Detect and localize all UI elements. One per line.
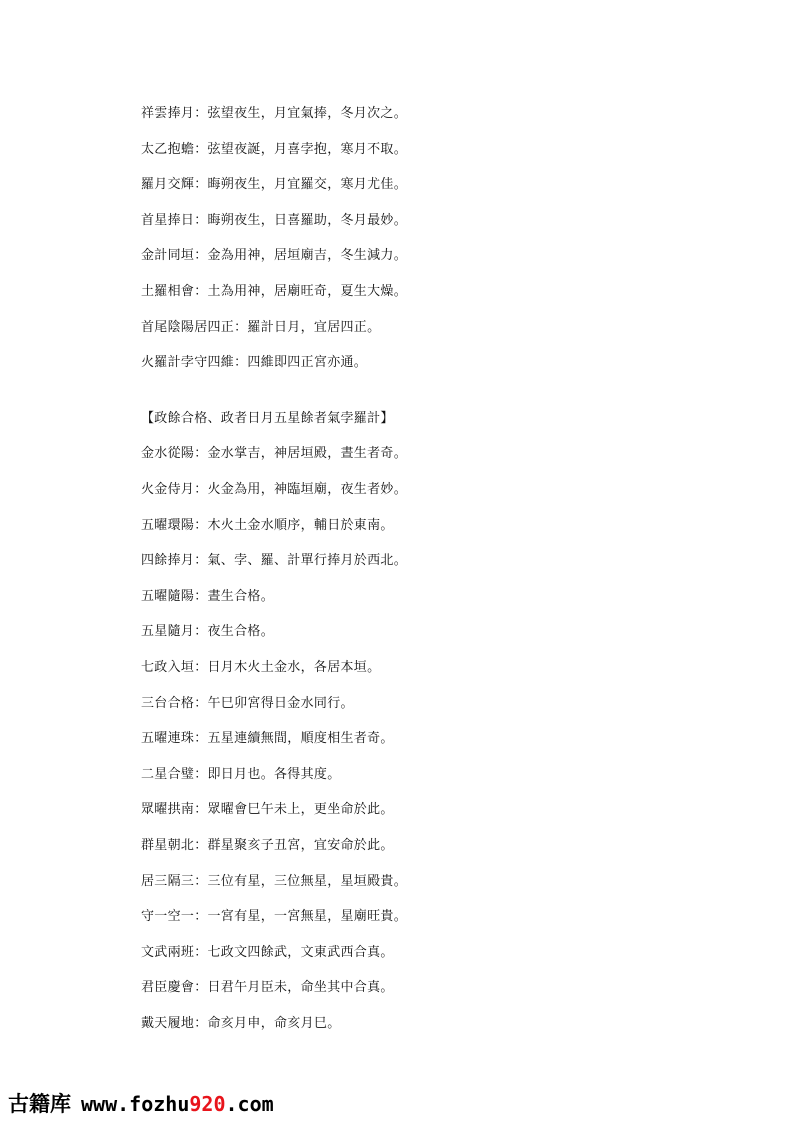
text-line: 守一空一：一宮有星，一宮無星，星廟旺貴。 (141, 909, 408, 924)
text-line: 祥雲捧月：弦望夜生，月宜氣捧，冬月次之。 (141, 106, 408, 121)
text-line: 七政入垣：日月木火土金水，各居本垣。 (141, 660, 381, 675)
footer-watermark (8, 1088, 274, 1118)
text-line: 眾曜拱南：眾曜會巳午未上，更坐命於此。 (141, 802, 394, 817)
text-line: 首尾陰陽居四正：羅計日月，宜居四正。 (141, 320, 381, 335)
text-line: 君臣慶會：日君午月臣未，命坐其中合真。 (141, 980, 394, 995)
text-line: 三台合格：午巳卯宮得日金水同行。 (141, 696, 354, 711)
text-line: 太乙抱蟾：弦望夜誕，月喜孛抱，寒月不取。 (141, 142, 408, 157)
text-line: 【政餘合格、政者日月五星餘者氣孛羅計】 (141, 411, 394, 426)
footer-url-prefix: www.fozhu (81, 1092, 190, 1116)
footer-url[interactable] (81, 1092, 274, 1116)
text-line: 文武兩班：七政文四餘武，文東武西合真。 (141, 945, 394, 960)
text-line: 群星朝北：群星聚亥子丑宮，宜安命於此。 (141, 838, 394, 853)
text-line: 金計同垣：金為用神，居垣廟吉，冬生減力。 (141, 248, 408, 263)
text-line: 五星隨月：夜生合格。 (141, 624, 275, 639)
footer-url-suffix: .com (225, 1092, 274, 1116)
text-line: 戴天履地：命亥月申，命亥月巳。 (141, 1016, 341, 1031)
text-line: 火金侍月：火金為用，神臨垣廟，夜生者妙。 (141, 482, 408, 497)
text-line: 五曜隨陽：晝生合格。 (141, 589, 275, 604)
text-line: 羅月交輝：晦朔夜生，月宜羅交，寒月尤佳。 (141, 177, 408, 192)
text-line: 首星捧日：晦朔夜生，日喜羅助，冬月最妙。 (141, 213, 408, 228)
text-line: 五曜連珠：五星連續無間，順度相生者奇。 (141, 731, 394, 746)
footer-url-highlight: 920 (189, 1092, 226, 1116)
text-line: 金水從陽：金水掌吉，神居垣殿，晝生者奇。 (141, 446, 408, 461)
text-line: 五曜環陽：木火土金水順序，輔日於東南。 (141, 518, 394, 533)
text-line: 二星合璧：即日月也。各得其度。 (141, 767, 341, 782)
text-line: 四餘捧月：氣、孛、羅、計單行捧月於西北。 (141, 553, 408, 568)
text-line: 土羅相會：土為用神，居廟旺奇，夏生大燥。 (141, 284, 408, 299)
text-line: 居三隔三：三位有星，三位無星，星垣殿貴。 (141, 874, 408, 889)
footer-site-name: 古籍库 (8, 1092, 71, 1116)
text-line: 火羅計孛守四維：四維即四正宮亦通。 (141, 355, 368, 370)
